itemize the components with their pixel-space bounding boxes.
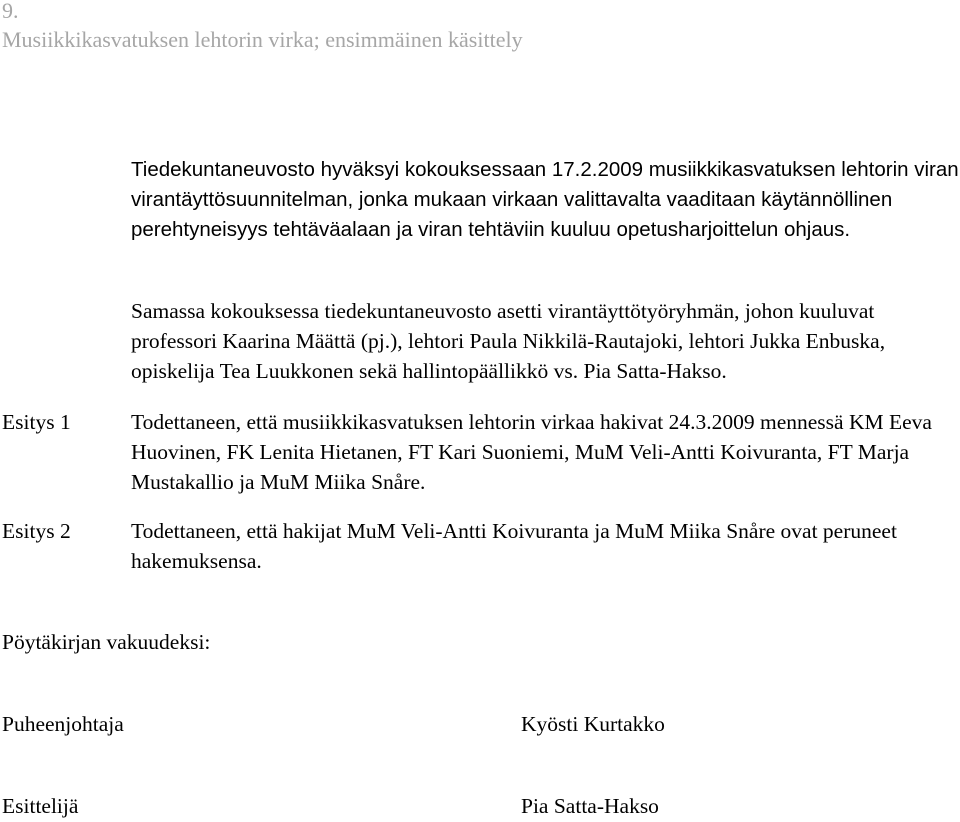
signature-name: Kyösti Kurtakko: [521, 712, 665, 736]
signature-name: Pia Satta-Hakso: [521, 794, 659, 818]
closing-text: Pöytäkirjan vakuudeksi:: [2, 630, 211, 654]
background-paragraph-1: Tiedekuntaneuvosto hyväksyi kokouksessaan 17.2.2009 musiikkikasvatuksen lehtorin viran virantäyttösuunnitelman, jonka mukaan virkaan valittavalta vaaditaan käytännöllinen perehtyneisyys tehtäväalaan ja viran tehtäviin kuuluu opetusharjoittelun ohjaus.: [131, 158, 959, 241]
proposal-label: Esitys 2: [2, 519, 71, 543]
section-title: Musiikkikasvatuksen lehtorin virka; ensimmäinen käsittely: [2, 27, 523, 52]
section-number: 9.: [2, 0, 19, 23]
proposal-label: Esitys 1: [2, 410, 71, 434]
proposal-text: Todettaneen, että musiikkikasvatuksen lehtorin virkaa hakivat 24.3.2009 mennessä KM Eeva Huovinen, FK Lenita Hietanen, FT Kari Suoniemi, MuM Veli-Antti Koivuranta, FT Marja Mustakallio ja MuM Miika Snåre.: [131, 410, 932, 494]
background-paragraph-2: Samassa kokouksessa tiedekuntaneuvosto asetti virantäyttötyöryhmän, johon kuuluvat professori Kaarina Määttä (pj.), lehtori Paula Nikkilä-Rautajoki, lehtori Jukka Enbuska, opiskelija Tea Luukkonen sekä hallintopäällikkö vs. Pia Satta-Hakso.: [131, 299, 886, 383]
proposal-text: Todettaneen, että hakijat MuM Veli-Antti Koivuranta ja MuM Miika Snåre ovat peruneet hakemuksensa.: [131, 519, 897, 573]
signature-role: Puheenjohtaja: [2, 712, 124, 736]
signature-role: Esittelijä: [2, 794, 79, 818]
